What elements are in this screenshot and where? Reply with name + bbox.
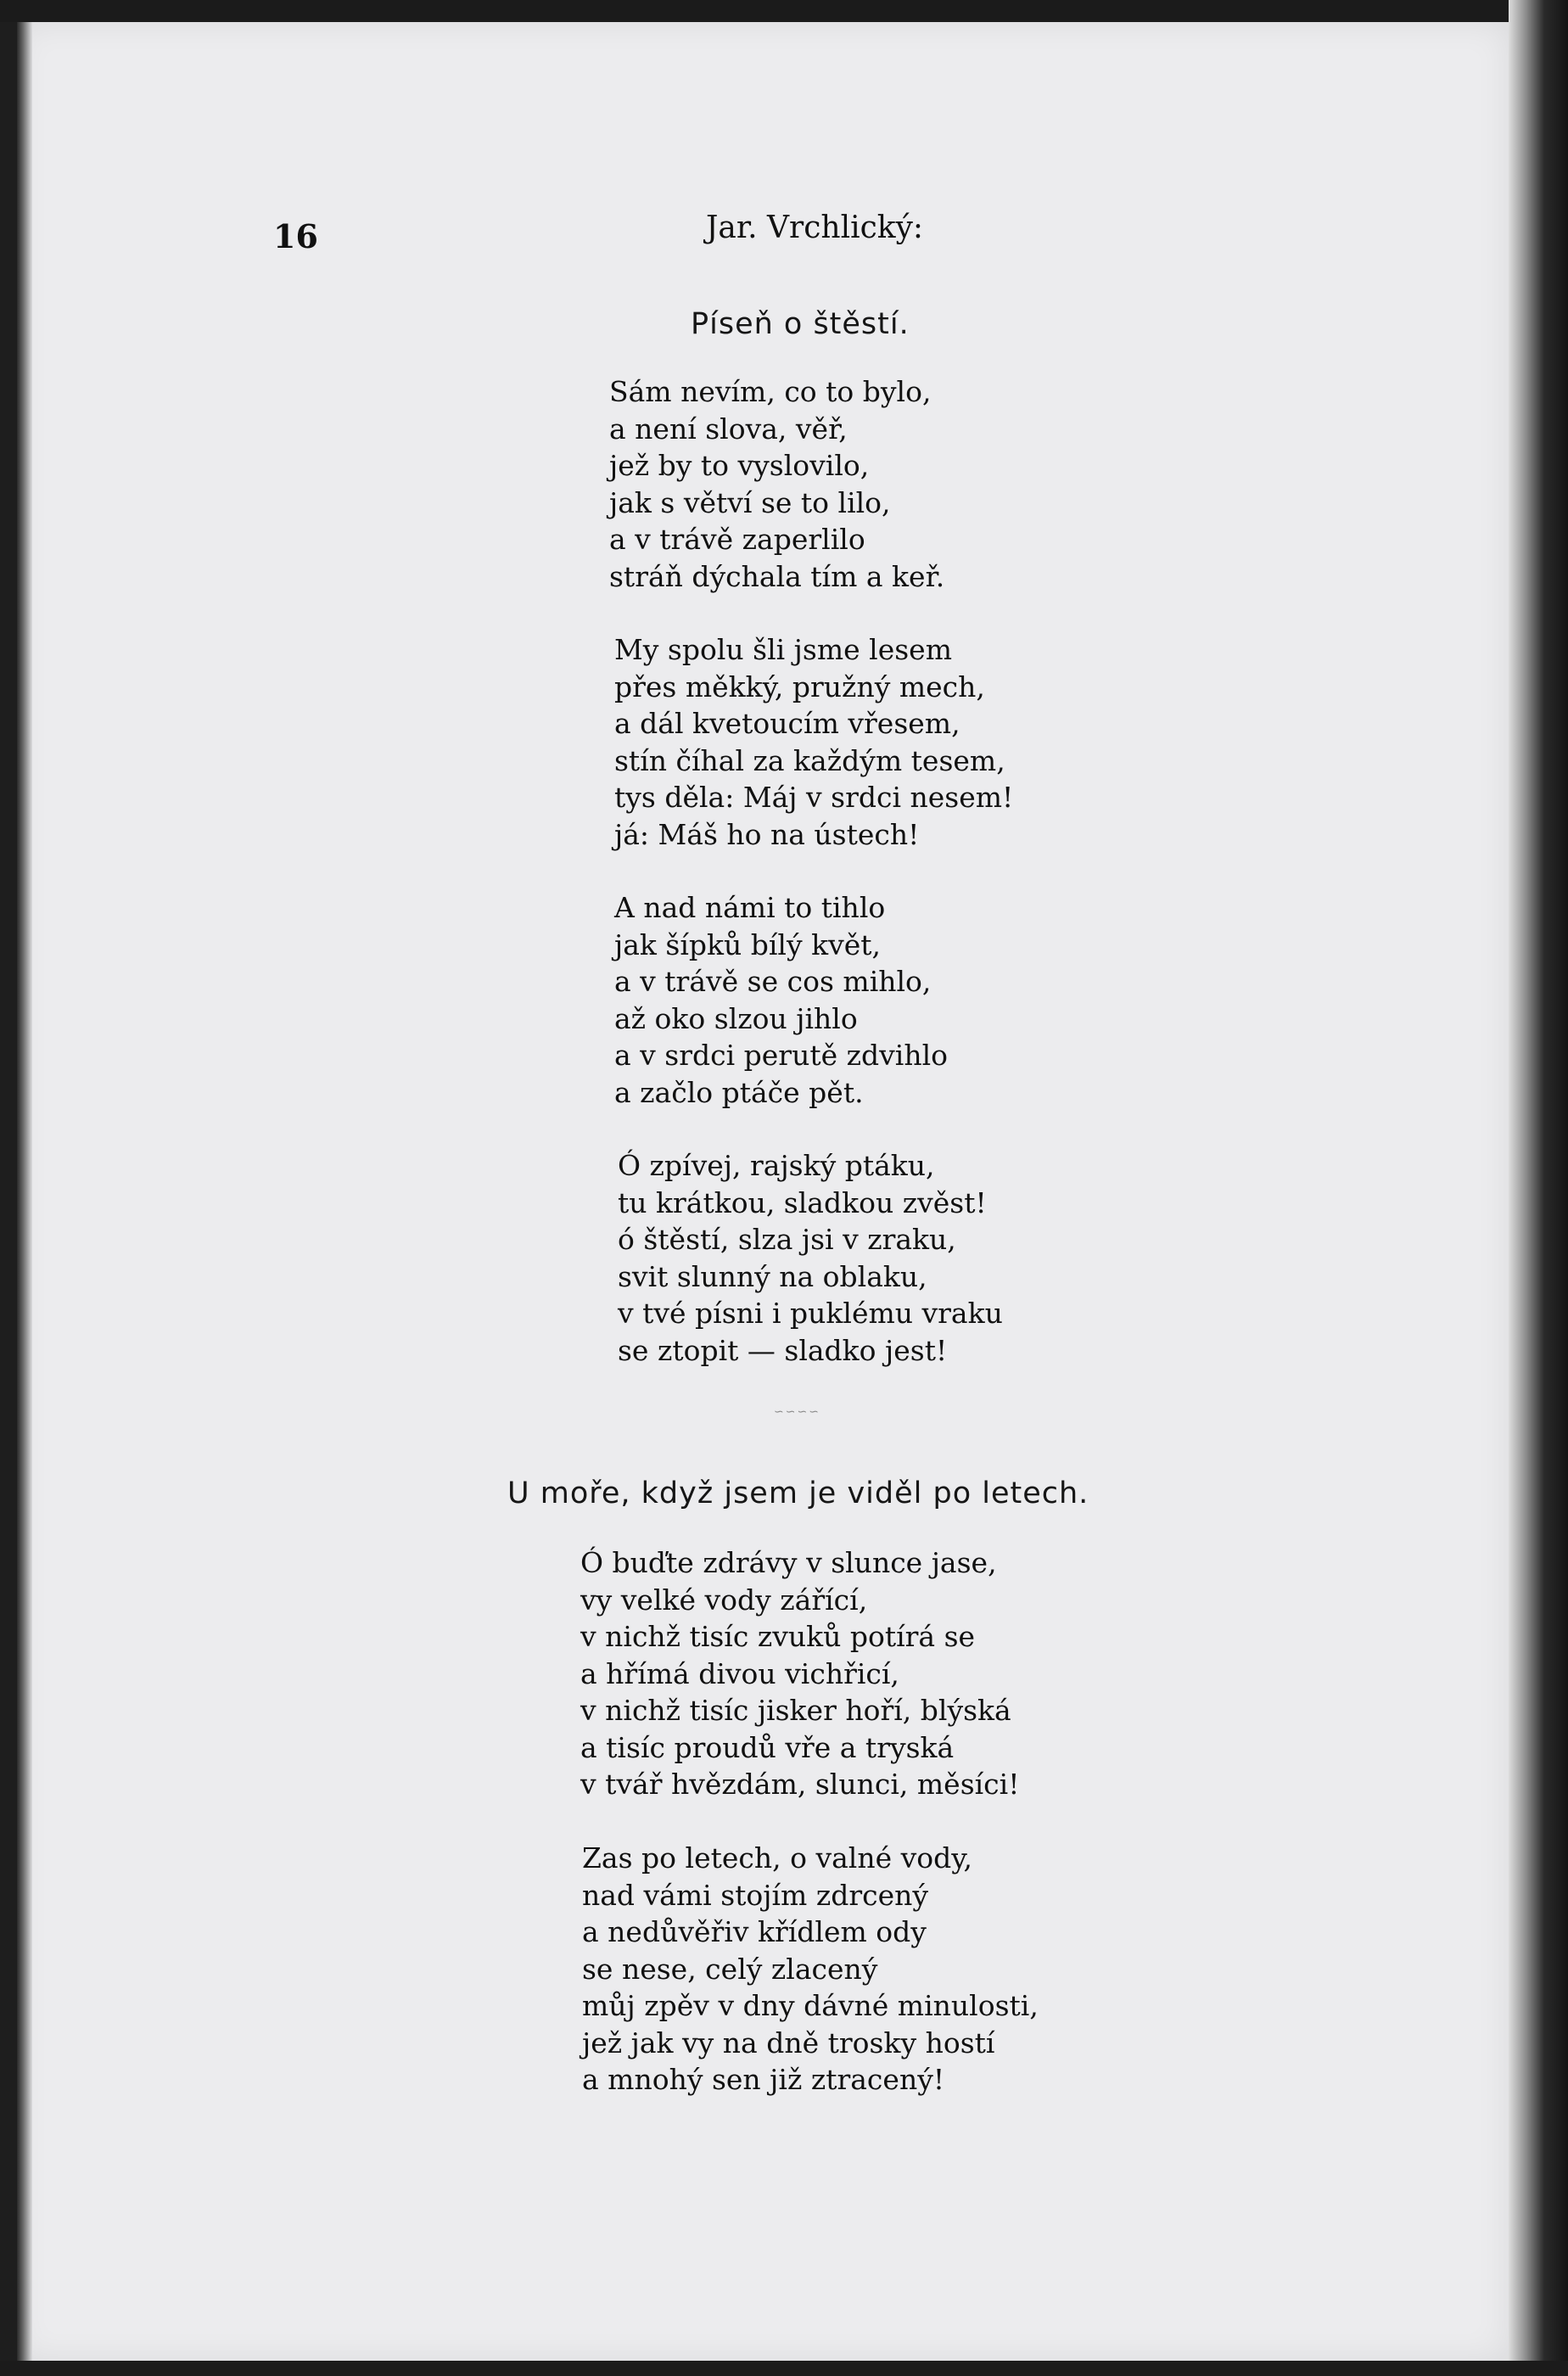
verse-line: v tvé písni i puklému vraku (618, 1297, 1003, 1330)
verse-line: se ztopit — sladko jest! (618, 1333, 948, 1367)
verse-line: Ó zpívej, rajský ptáku, (618, 1149, 935, 1182)
page-spine-shadow (17, 22, 32, 2361)
verse-line: vy velké vody zářící, (580, 1583, 868, 1617)
verse-line: svit slunný na oblaku, (618, 1259, 927, 1293)
verse-line: jež by to vyslovilo, (609, 449, 870, 482)
verse-line: v nichž tisíc zvuků potírá se (580, 1620, 976, 1653)
verse-line: tys děla: Máj v srdci nesem! (614, 781, 1014, 814)
verse-line: se nese, celý zlacený (582, 1952, 878, 1986)
stanza (614, 889, 948, 1111)
verse-line: a tisíc proudů vře a tryská (580, 1730, 955, 1764)
verse-line: jak šípků bílý květ, (614, 927, 882, 961)
verse-line: a hřímá divou vichřicí, (580, 1656, 899, 1690)
ornament-divider: ∽∽∽∽ (774, 1405, 820, 1419)
page-edge-shadow (1509, 0, 1568, 2376)
verse-line: My spolu šli jsme lesem (614, 633, 952, 666)
verse-line: a není slova, věř, (609, 412, 848, 446)
poem-title: Píseň o štěstí. (691, 307, 910, 341)
verse-line: Zas po letech, o valné vody, (582, 1841, 972, 1874)
stanza (618, 1147, 1003, 1369)
verse-line: a mnohý sen již ztracený! (582, 2063, 945, 2096)
poem-title: U moře, když jsem je viděl po letech. (507, 1477, 1089, 1510)
running-head: Jar. Vrchlický: (706, 210, 924, 245)
verse-line: Ó buďte zdrávy v slunce jase, (580, 1546, 997, 1579)
verse-line: stín číhal za každým tesem, (614, 743, 1005, 777)
scan-bottom-border (0, 2361, 1568, 2376)
verse-line: a začlo ptáče pět. (614, 1075, 864, 1109)
stanza (609, 373, 944, 595)
stanza (582, 1840, 1039, 2099)
page-number: 16 (273, 217, 318, 255)
verse-line: a v trávě zaperlilo (609, 523, 865, 556)
verse-line: až oko slzou jihlo (614, 1001, 858, 1035)
verse-line: v tvář hvězdám, slunci, měsíci! (580, 1768, 1020, 1801)
verse-line: tu krátkou, sladkou zvěst! (618, 1185, 987, 1219)
verse-line: můj zpěv v dny dávné minulosti, (582, 1989, 1039, 2022)
verse-line: a v srdci perutě zdvihlo (614, 1039, 949, 1072)
verse-line: přes měkký, pružný mech, (614, 670, 985, 703)
verse-line: ó štěstí, slza jsi v zraku, (618, 1223, 956, 1256)
verse-line: jak s větví se to lilo, (609, 485, 891, 519)
stanza (614, 631, 1013, 853)
verse-line: já: Máš ho na ústech! (614, 817, 920, 851)
verse-line: jež jak vy na dně trosky hostí (582, 2026, 995, 2059)
verse-line: a v trávě se cos mihlo, (614, 965, 932, 998)
verse-line: v nichž tisíc jisker hoří, blýská (580, 1694, 1011, 1727)
verse-line: a nedůvěřiv křídlem ody (582, 1915, 927, 1948)
scan-top-border (0, 0, 1568, 22)
stanza (580, 1544, 1019, 1803)
verse-line: A nad námi to tihlo (614, 891, 886, 924)
verse-line: stráň dýchala tím a keř. (609, 559, 945, 593)
verse-line: nad vámi stojím zdrcený (582, 1878, 929, 1912)
verse-line: Sám nevím, co to bylo, (609, 375, 932, 408)
verse-line: a dál kvetoucím vřesem, (614, 707, 960, 740)
